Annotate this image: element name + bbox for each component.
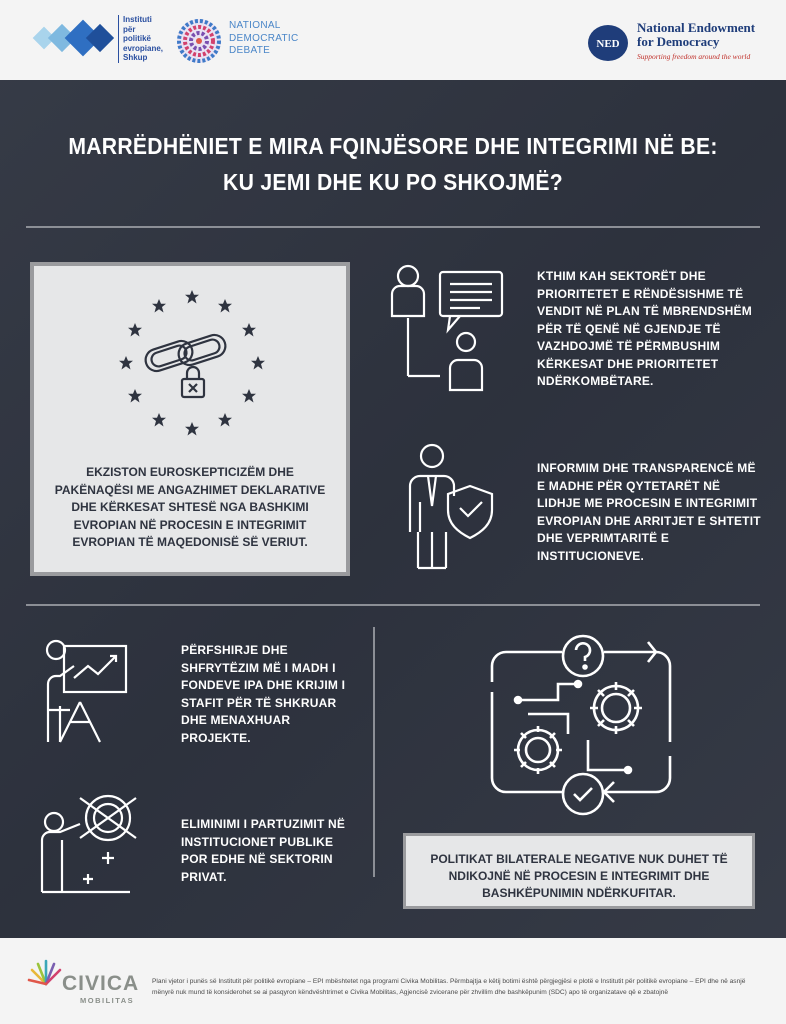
footer (0, 938, 786, 1024)
epi-line: politikë (123, 34, 152, 43)
euroskepticism-text: EKZISTON EUROSKEPTICIZËM DHE PAKËNAQËSI ME ANGAZHIMET DEKLARATIVE DHE KËRKESAT SHTESË NGA BASHKIMI EVROPIAN NË PROCESIN E INTEGRIMIT EVROPIAN TË MAQEDONISË SË VERIUT. (54, 465, 326, 549)
eu-broken-chain-icon (112, 283, 272, 443)
ndd-line: NATIONAL (229, 20, 281, 31)
ndd-line: DEMOCRATIC (229, 32, 299, 44)
official-shield-icon (404, 442, 498, 572)
mobilitas-wordmark: MOBILITAS (80, 996, 135, 1005)
vertical-divider (373, 627, 375, 877)
ndd-line: DEBATE (229, 45, 271, 56)
epi-name (118, 15, 163, 63)
process-gears-icon (488, 630, 678, 820)
ned-logo-icon (587, 24, 629, 62)
epi-line: evropiane, (123, 43, 164, 53)
infographic-panel (0, 80, 786, 938)
target-presenter-icon (40, 792, 138, 900)
bilateral-politics-text: POLITIKAT BILATERALE NEGATIVE NUK DUHET TË NDIKOJNË NË PROCESIN E INTEGRIMIT DHE BASHKËPUNIMIN NDËRKUFITAR. (430, 852, 728, 900)
priorities-text: KTHIM KAH SEKTORËT DHE PRIORITETET E RËNDËSISHME TË VENDIT NË PLAN TË MBRENDSHËM PËR TË QENË NË GJENDJE TË VAZHDOJMË TË PËRMBUSHIM KËRKESAT DHE PRIORITETET NDËRKOMBËTARE. (537, 269, 752, 388)
ndd-logo-icon (176, 18, 222, 64)
disclaimer-text: Plani vjetor i punës së Institutit për politikë evropiane – EPI mbështetet nga programi Civika Mobilitas. Përmbajtja e këtij botimi është përgjegjësi e plotë e Institutit për politikë evropiane – EPI dhe në asnjë mënyrë nuk mund të konsiderohet se ai pasqyron këndvështrimet e Civika Mobilitas, Agjencisë zvicerane për zhvillim dhe bashkëpunim (SDC) apo të organizatave që e zbatojnë (152, 978, 746, 996)
dialogue-people-icon (388, 262, 506, 394)
ned-name (637, 21, 755, 49)
ndd-name (229, 20, 298, 58)
epi-line: Instituti (123, 15, 152, 24)
title-line: KU JEMI DHE KU PO SHKOJMË? (223, 169, 563, 195)
civica-wordmark: CIVICA (62, 972, 140, 995)
presentation-chart-icon (44, 638, 132, 746)
header (0, 0, 786, 80)
depoliticization-text: ELIMINIMI I PARTUZIMIT NË INSTITUCIONET PUBLIKE POR EDHE NË SEKTORIN PRIVAT. (181, 817, 346, 884)
divider (26, 226, 760, 228)
transparency-text: INFORMIM DHE TRANSPARENCË MË E MADHE PËR QYTETARËT NË LIDHJE ME PROCESIN E INTEGRIMIT EVROPIAN DHE ARRITJET E SHTETIT DHE VEPRIMTARITË E INSTITUCIONEVE. (537, 461, 761, 563)
page-title (31, 128, 754, 200)
ned-tagline: Supporting freedom around the world (637, 52, 751, 61)
epi-line: Shkup (123, 53, 148, 62)
bilateral-politics-box (403, 833, 755, 909)
ned-line: for Democracy (637, 34, 720, 49)
civica-logo-icon (26, 958, 66, 1004)
epi-line: për (123, 24, 136, 34)
ned-abbr: NED (596, 38, 620, 50)
title-line: MARRËDHËNIET E MIRA FQINJËSORE DHE INTEGRIMI NË BE: (68, 133, 718, 159)
euroskepticism-box (30, 262, 350, 576)
divider (26, 604, 760, 606)
ipa-funds-text: PËRFSHIRJE DHE SHFRYTËZIM MË I MADH I FONDEVE IPA DHE KRIJIM I STAFIT PËR TË SHKRUAR DHE MENAXHUAR PROJEKTE. (181, 643, 346, 745)
ned-line: National Endowment (637, 20, 756, 35)
epi-logo-icon (32, 16, 114, 62)
